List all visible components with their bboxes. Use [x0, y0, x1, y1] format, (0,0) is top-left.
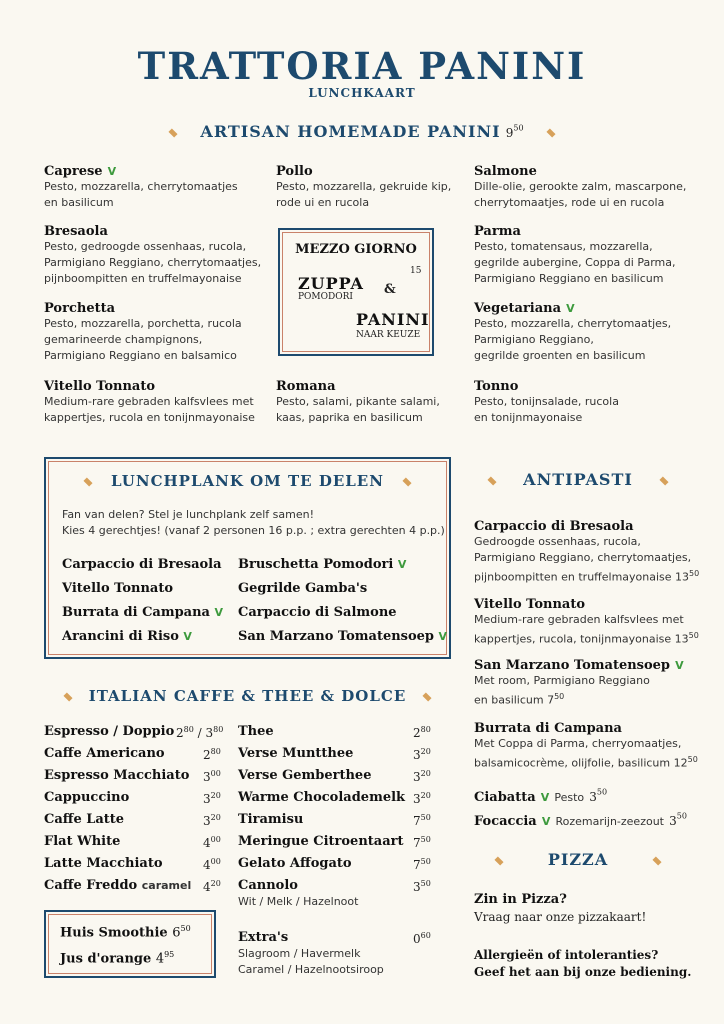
lunchplank-box: LUNCHPLANK OM TE DELEN Fan van delen? Stel je lunchplank zelf samen! Kies 4 gerechtjes! (vanaf 2 personen 16 p.p. ; extra gerechten 4 p.p.) Carpaccio di Bresaola Vitello Tonnato Burrata di Campana V Arancini di Riso V Bruschetta Pomodori V Gegrilde Gamba's Carpaccio di Salmone San Marzano Tomatensoep V: [44, 457, 451, 659]
vegetarian-icon: V: [540, 791, 550, 804]
vegetarian-icon: V: [107, 165, 117, 178]
lunchplank-item: Burrata di Campana V: [62, 605, 224, 620]
smoothie-box: Huis Smoothie $6^{50}$ Jus d'orange $4^{95}$: [44, 910, 216, 978]
caffe-heading: ITALIAN CAFFE & THEE & DOLCE: [44, 686, 451, 705]
drink-item: Caffe Americano: [44, 746, 165, 761]
drink-item: Cappuccino: [44, 790, 130, 805]
lunchplank-heading: LUNCHPLANK OM TE DELEN: [46, 471, 449, 490]
panini-item: Porchetta Pesto, mozzarella, porchetta, rucola gemarineerde champignons, Parmigiano Reggiano en balsamico: [44, 301, 242, 362]
vegetarian-icon: V: [183, 630, 192, 643]
vegetarian-icon: V: [214, 606, 224, 619]
ciabatta-item: Ciabatta V Pesto $3^{50}$: [474, 787, 608, 805]
panini-heading: ARTISAN HOMEMADE PANINI $9^{50}$: [0, 122, 724, 141]
cannolo-desc: Wit / Melk / Hazelnoot: [238, 895, 359, 908]
drink-item: Thee: [238, 724, 274, 739]
diamond-ornament-icon: [403, 477, 412, 486]
dolce-item: Tiramisu: [238, 812, 304, 827]
panini-item: Vegetariana V Pesto, mozzarella, cherrytomaatjes, Parmigiano Reggiano, gegrilde groenten en basilicum: [474, 301, 672, 362]
extras-item: Extra's: [238, 930, 289, 945]
lunchplank-item: Gegrilde Gamba's: [238, 581, 368, 596]
antipasti-heading: ANTIPASTI: [474, 470, 682, 489]
panini-item: Romana Pesto, salami, pikante salami, kaas, paprika en basilicum: [276, 379, 440, 424]
panini-item: Parma Pesto, tomatensaus, mozzarella, gegrilde aubergine, Coppa di Parma, Parmigiano Reggiano en basilicum: [474, 224, 676, 285]
antipasti-item: Carpaccio di Bresaola Gedroogde ossenhaas, rucola, Parmigiano Reggiano, cherrytomaatjes, pijnboompitten en truffelmayonaise $13^{50}$: [474, 519, 700, 584]
drink-item: Flat White: [44, 834, 121, 849]
dolce-item: Meringue Citroentaart: [238, 834, 404, 849]
dolce-item: Gelato Affogato: [238, 856, 352, 871]
focaccia-item: Focaccia V Rozemarijn-zeezout $3^{50}$: [474, 811, 687, 829]
allergy-question: Allergieën of intoleranties?: [474, 948, 659, 962]
diamond-ornament-icon: [83, 477, 92, 486]
vegetarian-icon: V: [397, 558, 407, 571]
antipasti-item: Vitello Tonnato Medium-rare gebraden kalfsvlees met kappertjes, rucola, tonijnmayonaise $13^{50}$: [474, 597, 699, 646]
drink-item: Latte Macchiato: [44, 856, 163, 871]
drink-item: Caffe Freddo caramel: [44, 878, 192, 893]
drink-item: Verse Muntthee: [238, 746, 354, 761]
drink-item: Caffe Latte: [44, 812, 125, 827]
vegetarian-icon: V: [541, 815, 551, 828]
lunchplank-item: San Marzano Tomatensoep V: [238, 629, 448, 644]
dolce-item: Cannolo: [238, 878, 298, 893]
lunchplank-item: Bruschetta Pomodori V: [238, 557, 407, 572]
diamond-ornament-icon: [546, 128, 555, 137]
menu-subtitle: LUNCHKAART: [308, 86, 416, 100]
lunchplank-item: Arancini di Riso V: [62, 629, 192, 644]
panini-item: Tonno Pesto, tonijnsalade, rucola en tonijnmayonaise: [474, 379, 619, 424]
drink-item: Verse Gemberthee: [238, 768, 372, 783]
diamond-ornament-icon: [494, 856, 503, 865]
mezzo-giorno-box: MEZZO GIORNO 15 ZUPPA POMODORI & PANINI NAAR KEUZE: [278, 228, 434, 356]
diamond-ornament-icon: [63, 692, 72, 701]
panini-item: Bresaola Pesto, gedroogde ossenhaas, rucola, Parmigiano Reggiano, cherrytomaatjes, pijnboompitten en truffelmayonaise: [44, 224, 262, 285]
vegetarian-icon: V: [566, 302, 575, 315]
pizza-heading: PIZZA: [474, 850, 682, 869]
lunchplank-item: Carpaccio di Bresaola: [62, 557, 222, 572]
panini-item: Salmone Dille-olie, gerookte zalm, mascarpone, cherrytomaatjes, rode ui en rucola: [474, 164, 687, 209]
allergy-note: Geef het aan bij onze bediening.: [474, 965, 692, 979]
panini-item: Caprese V Pesto, mozzarella, cherrytomaatjes en basilicum: [44, 164, 238, 209]
antipasti-item: Burrata di Campana Met Coppa di Parma, cherryomaatjes, balsamicocrème, olijfolie, basilicum $12^{50}$: [474, 721, 698, 770]
pizza-question: Zin in Pizza?: [474, 892, 567, 907]
lunchplank-item: Vitello Tonnato: [62, 581, 174, 596]
restaurant-title: TRATTORIA PANINI: [137, 44, 587, 88]
panini-item: Pollo Pesto, mozzarella, gekruide kip, rode ui en rucola: [276, 164, 452, 209]
diamond-ornament-icon: [169, 128, 178, 137]
diamond-ornament-icon: [659, 476, 668, 485]
drink-item: Espresso Macchiato: [44, 768, 190, 783]
lunchplank-item: Carpaccio di Salmone: [238, 605, 397, 620]
diamond-ornament-icon: [488, 476, 497, 485]
pizza-answer: Vraag naar onze pizzakaart!: [474, 910, 647, 924]
vegetarian-icon: V: [438, 630, 448, 643]
antipasti-item: San Marzano Tomatensoep V Met room, Parmigiano Reggiano en basilicum $7^{50}$: [474, 658, 684, 707]
vegetarian-icon: V: [675, 659, 684, 672]
diamond-ornament-icon: [653, 856, 662, 865]
drink-item: Warme Chocolademelk: [238, 790, 406, 805]
panini-item: Vitello Tonnato Medium-rare gebraden kalfsvlees met kappertjes, rucola en tonijnmayonaise: [44, 379, 255, 424]
diamond-ornament-icon: [423, 692, 432, 701]
drink-item: Espresso / Doppio: [44, 724, 175, 739]
